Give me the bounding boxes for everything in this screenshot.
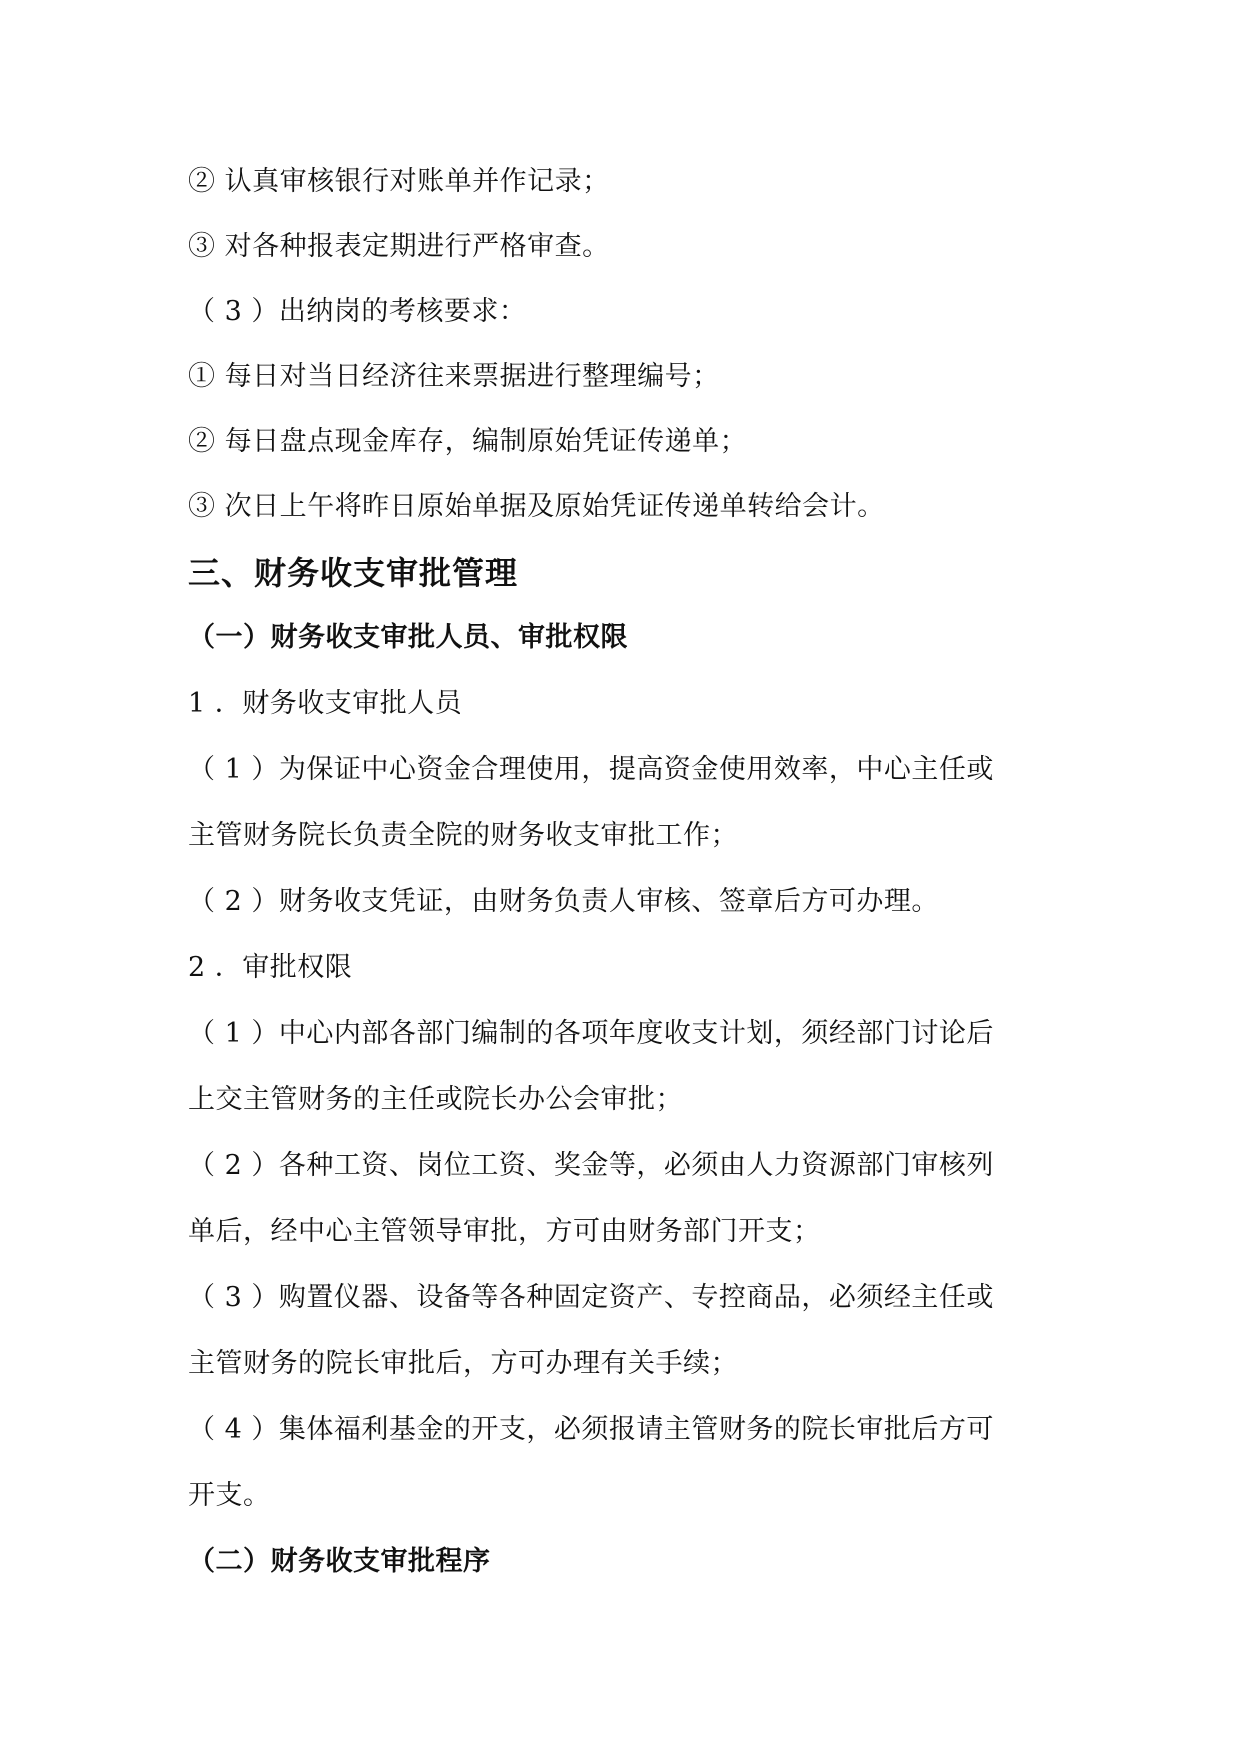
paragraph-line: （ 4 ）集体福利基金的开支，必须报请主管财务的院长审批后方可 (188, 1414, 994, 1445)
paragraph-line: ③ 次日上午将昨日原始单据及原始凭证传递单转给会计。 (188, 491, 885, 522)
paragraph-line: ② 认真审核银行对账单并作记录； (188, 166, 610, 197)
paragraph-line: 主管财务院长负责全院的财务收支审批工作； (188, 820, 738, 851)
paragraph-line: （ 2 ）财务收支凭证，由财务负责人审核、签章后方可办理。 (188, 886, 939, 917)
paragraph-line: （ 1 ）中心内部各部门编制的各项年度收支计划，须经部门讨论后 (188, 1018, 994, 1049)
paragraph-line: 1 ．财务收支审批人员 (188, 688, 463, 719)
paragraph-line: （ 3 ）购置仪器、设备等各种固定资产、专控商品，必须经主任或 (188, 1282, 994, 1313)
paragraph-line: （ 1 ）为保证中心资金合理使用，提高资金使用效率，中心主任或 (188, 754, 994, 785)
subsection-heading: （二）财务收支审批程序 (188, 1546, 491, 1577)
paragraph-line: 2 ．审批权限 (188, 952, 353, 983)
paragraph-line: 主管财务的院长审批后，方可办理有关手续； (188, 1348, 738, 1379)
paragraph-line: ① 每日对当日经济往来票据进行整理编号； (188, 361, 720, 392)
paragraph-line: （ 3 ）出纳岗的考核要求： (188, 296, 527, 327)
section-heading: 三、财务收支审批管理 (188, 554, 519, 592)
paragraph-line: ③ 对各种报表定期进行严格审查。 (188, 231, 610, 262)
paragraph-line: 上交主管财务的主任或院长办公会审批； (188, 1084, 683, 1115)
subsection-heading: （一）财务收支审批人员、审批权限 (188, 622, 628, 653)
paragraph-line: 单后，经中心主管领导审批，方可由财务部门开支； (188, 1216, 821, 1247)
paragraph-line: 开支。 (188, 1480, 271, 1511)
paragraph-line: ② 每日盘点现金库存，编制原始凭证传递单； (188, 426, 748, 457)
paragraph-line: （ 2 ）各种工资、岗位工资、奖金等，必须由人力资源部门审核列 (188, 1150, 994, 1181)
